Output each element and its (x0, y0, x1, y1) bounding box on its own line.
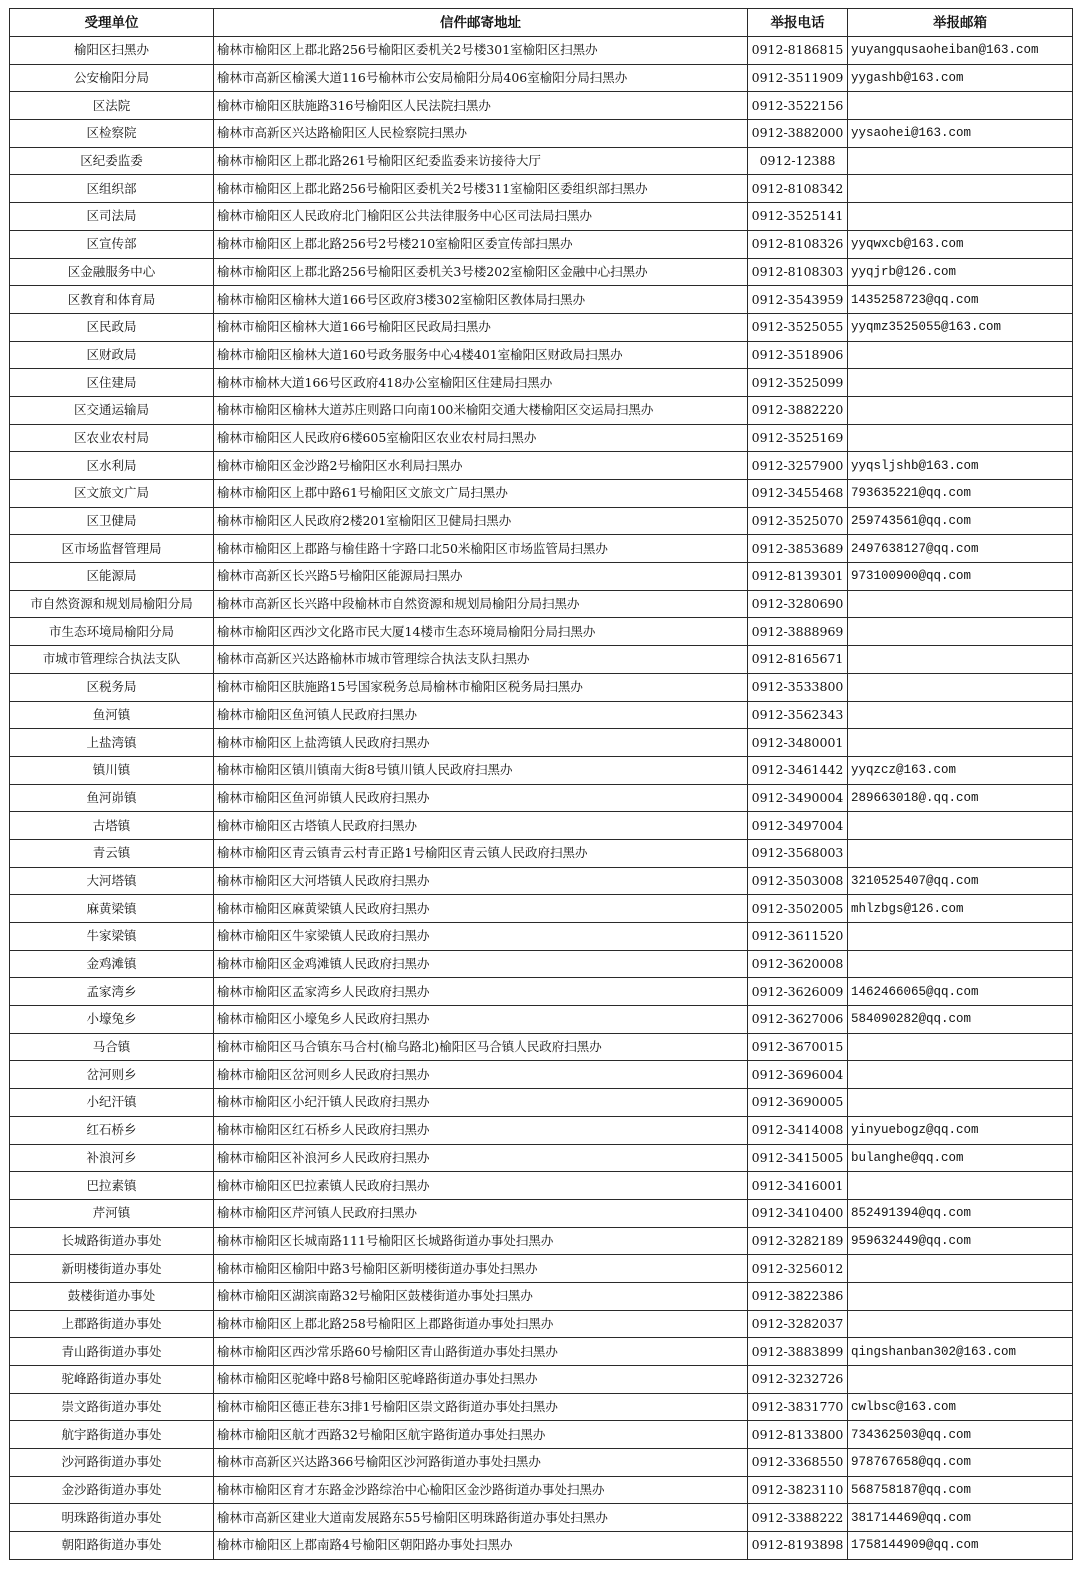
cell-unit: 鱼河峁镇 (10, 784, 214, 812)
cell-phone: 0912-8108303 (748, 258, 848, 286)
cell-phone: 0912-3627006 (748, 1006, 848, 1034)
cell-address: 榆林市榆阳区芹河镇人民政府扫黑办 (214, 1199, 748, 1227)
cell-phone: 0912-3503008 (748, 867, 848, 895)
cell-unit: 区组织部 (10, 175, 214, 203)
cell-address: 榆林市榆阳区上郡南路4号榆阳区朝阳路办事处扫黑办 (214, 1532, 748, 1560)
cell-phone: 0912-3670015 (748, 1033, 848, 1061)
cell-unit: 小壕兔乡 (10, 1006, 214, 1034)
cell-unit: 区文旅文广局 (10, 480, 214, 508)
cell-email: 259743561@qq.com (848, 507, 1073, 535)
cell-email: bulanghe@qq.com (848, 1144, 1073, 1172)
cell-phone: 0912-3497004 (748, 812, 848, 840)
cell-address: 榆林市榆阳区牛家梁镇人民政府扫黑办 (214, 923, 748, 951)
table-row (10, 1033, 1073, 1061)
cell-unit: 区卫健局 (10, 507, 214, 535)
cell-address: 榆林市榆阳区金鸡滩镇人民政府扫黑办 (214, 950, 748, 978)
cell-address: 榆林市榆阳区红石桥乡人民政府扫黑办 (214, 1116, 748, 1144)
cell-address: 榆林市高新区长兴路中段榆林市自然资源和规划局榆阳分局扫黑办 (214, 590, 748, 618)
cell-address: 榆林市榆阳区上郡北路256号榆阳区委机关2号楼301室榆阳区扫黑办 (214, 37, 748, 65)
cell-email: 973100900@qq.com (848, 563, 1073, 591)
cell-email: yyqjrb@126.com (848, 258, 1073, 286)
cell-unit: 马合镇 (10, 1033, 214, 1061)
cell-address: 榆林市榆阳区岔河则乡人民政府扫黑办 (214, 1061, 748, 1089)
table-row (10, 1504, 1073, 1532)
table-row (10, 1116, 1073, 1144)
cell-email: 852491394@qq.com (848, 1199, 1073, 1227)
cell-phone: 0912-3611520 (748, 923, 848, 951)
cell-email (848, 1282, 1073, 1310)
cell-phone: 0912-3543959 (748, 286, 848, 314)
cell-unit: 区住建局 (10, 369, 214, 397)
cell-phone: 0912-3256012 (748, 1255, 848, 1283)
table-row (10, 950, 1073, 978)
cell-phone: 0912-8186815 (748, 37, 848, 65)
table-row (10, 839, 1073, 867)
cell-phone: 0912-3883899 (748, 1338, 848, 1366)
cell-unit: 崇文路街道办事处 (10, 1393, 214, 1421)
cell-email: yyqmz3525055@163.com (848, 313, 1073, 341)
table-row (10, 1338, 1073, 1366)
table-row (10, 424, 1073, 452)
cell-phone: 0912-3232726 (748, 1366, 848, 1394)
cell-unit: 金鸡滩镇 (10, 950, 214, 978)
cell-address: 榆林市榆阳区榆林大道166号区政府3楼302室榆阳区教体局扫黑办 (214, 286, 748, 314)
table-row (10, 867, 1073, 895)
cell-unit: 麻黄梁镇 (10, 895, 214, 923)
cell-address: 榆林市榆阳区金沙路2号榆阳区水利局扫黑办 (214, 452, 748, 480)
cell-phone: 0912-3882000 (748, 120, 848, 148)
cell-phone: 0912-3525055 (748, 313, 848, 341)
cell-email: 1435258723@qq.com (848, 286, 1073, 314)
header-unit: 受理单位 (10, 9, 214, 37)
table-row (10, 701, 1073, 729)
cell-unit: 上郡路街道办事处 (10, 1310, 214, 1338)
cell-address: 榆林市榆阳区驼峰中路8号榆阳区驼峰路街道办事处扫黑办 (214, 1366, 748, 1394)
cell-email: yyqwxcb@163.com (848, 230, 1073, 258)
cell-email (848, 424, 1073, 452)
cell-address: 榆林市榆阳区肤施路316号榆阳区人民法院扫黑办 (214, 92, 748, 120)
cell-address: 榆林市榆阳区孟家湾乡人民政府扫黑办 (214, 978, 748, 1006)
cell-email (848, 1061, 1073, 1089)
cell-phone: 0912-8165671 (748, 646, 848, 674)
header-phone: 举报电话 (748, 9, 848, 37)
cell-phone: 0912-12388 (748, 147, 848, 175)
cell-address: 榆林市榆阳区麻黄梁镇人民政府扫黑办 (214, 895, 748, 923)
header-address: 信件邮寄地址 (214, 9, 748, 37)
table-row (10, 147, 1073, 175)
cell-email (848, 812, 1073, 840)
cell-email (848, 1366, 1073, 1394)
cell-address: 榆林市榆阳区大河塔镇人民政府扫黑办 (214, 867, 748, 895)
table-row (10, 756, 1073, 784)
header-row (10, 9, 1073, 37)
cell-email (848, 839, 1073, 867)
cell-address: 榆林市榆阳区镇川镇南大街8号镇川镇人民政府扫黑办 (214, 756, 748, 784)
cell-email: yuyangqusaoheiban@163.com (848, 37, 1073, 65)
cell-email: yyqzcz@163.com (848, 756, 1073, 784)
table-row (10, 1449, 1073, 1477)
cell-phone: 0912-3257900 (748, 452, 848, 480)
cell-phone: 0912-3696004 (748, 1061, 848, 1089)
cell-unit: 青山路街道办事处 (10, 1338, 214, 1366)
cell-address: 榆林市榆阳区鱼河镇人民政府扫黑办 (214, 701, 748, 729)
cell-address: 榆林市高新区兴达路榆林市城市管理综合执法支队扫黑办 (214, 646, 748, 674)
cell-unit: 小纪汗镇 (10, 1089, 214, 1117)
cell-email (848, 673, 1073, 701)
cell-unit: 芹河镇 (10, 1199, 214, 1227)
table-row (10, 673, 1073, 701)
cell-email (848, 1172, 1073, 1200)
cell-unit: 长城路街道办事处 (10, 1227, 214, 1255)
table-row (10, 1144, 1073, 1172)
cell-address: 榆林市榆阳区青云镇青云村青正路1号榆阳区青云镇人民政府扫黑办 (214, 839, 748, 867)
cell-phone: 0912-3831770 (748, 1393, 848, 1421)
cell-phone: 0912-3388222 (748, 1504, 848, 1532)
table-row (10, 923, 1073, 951)
table-row (10, 1172, 1073, 1200)
table-row (10, 895, 1073, 923)
cell-unit: 朝阳路街道办事处 (10, 1532, 214, 1560)
cell-unit: 青云镇 (10, 839, 214, 867)
table-row (10, 480, 1073, 508)
table-row (10, 1199, 1073, 1227)
table-row (10, 978, 1073, 1006)
cell-email (848, 92, 1073, 120)
cell-unit: 驼峰路街道办事处 (10, 1366, 214, 1394)
cell-address: 榆林市榆阳区湖滨南路32号榆阳区鼓楼街道办事处扫黑办 (214, 1282, 748, 1310)
cell-email (848, 646, 1073, 674)
cell-unit: 区金融服务中心 (10, 258, 214, 286)
cell-unit: 红石桥乡 (10, 1116, 214, 1144)
cell-email: yysaohei@163.com (848, 120, 1073, 148)
table-row (10, 1282, 1073, 1310)
cell-email: 568758187@qq.com (848, 1476, 1073, 1504)
cell-address: 榆林市高新区榆溪大道116号榆林市公安局榆阳分局406室榆阳分局扫黑办 (214, 64, 748, 92)
report-contact-table (9, 8, 1073, 1560)
cell-unit: 区法院 (10, 92, 214, 120)
cell-address: 榆林市榆阳区上盐湾镇人民政府扫黑办 (214, 729, 748, 757)
cell-phone: 0912-3502005 (748, 895, 848, 923)
cell-phone: 0912-3562343 (748, 701, 848, 729)
cell-email: mhlzbgs@126.com (848, 895, 1073, 923)
cell-address: 榆林市榆阳区巴拉素镇人民政府扫黑办 (214, 1172, 748, 1200)
cell-phone: 0912-3525099 (748, 369, 848, 397)
cell-address: 榆林市榆阳区上郡北路256号榆阳区委机关3号楼202室榆阳区金融中心扫黑办 (214, 258, 748, 286)
cell-unit: 明珠路街道办事处 (10, 1504, 214, 1532)
cell-address: 榆林市榆林大道166号区政府418办公室榆阳区住建局扫黑办 (214, 369, 748, 397)
table-row (10, 590, 1073, 618)
cell-unit: 新明楼街道办事处 (10, 1255, 214, 1283)
cell-email: cwlbsc@163.com (848, 1393, 1073, 1421)
table-row (10, 341, 1073, 369)
cell-email: 734362503@qq.com (848, 1421, 1073, 1449)
cell-address: 榆林市高新区建业大道南发展路东55号榆阳区明珠路街道办事处扫黑办 (214, 1504, 748, 1532)
cell-unit: 区能源局 (10, 563, 214, 591)
table-row (10, 1089, 1073, 1117)
cell-unit: 区纪委监委 (10, 147, 214, 175)
cell-email (848, 729, 1073, 757)
table-row (10, 1255, 1073, 1283)
cell-email: yyqsljshb@163.com (848, 452, 1073, 480)
cell-address: 榆林市榆阳区人民政府2楼201室榆阳区卫健局扫黑办 (214, 507, 748, 535)
cell-phone: 0912-3511909 (748, 64, 848, 92)
cell-phone: 0912-3522156 (748, 92, 848, 120)
cell-email (848, 618, 1073, 646)
table-row (10, 203, 1073, 231)
table-row (10, 452, 1073, 480)
cell-address: 榆林市榆阳区育才东路金沙路综治中心榆阳区金沙路街道办事处扫黑办 (214, 1476, 748, 1504)
cell-phone: 0912-8139301 (748, 563, 848, 591)
table-row (10, 784, 1073, 812)
cell-unit: 区水利局 (10, 452, 214, 480)
table-row (10, 369, 1073, 397)
table-row (10, 1532, 1073, 1560)
cell-unit: 区交通运输局 (10, 396, 214, 424)
cell-phone: 0912-3853689 (748, 535, 848, 563)
cell-email (848, 950, 1073, 978)
table-body (10, 37, 1073, 1560)
cell-phone: 0912-3888969 (748, 618, 848, 646)
cell-address: 榆林市榆阳区航才西路32号榆阳区航宇路街道办事处扫黑办 (214, 1421, 748, 1449)
table-row (10, 1476, 1073, 1504)
cell-unit: 区教育和体育局 (10, 286, 214, 314)
cell-email (848, 369, 1073, 397)
table-row (10, 618, 1073, 646)
cell-email: 1758144909@qq.com (848, 1532, 1073, 1560)
cell-unit: 区司法局 (10, 203, 214, 231)
cell-unit: 金沙路街道办事处 (10, 1476, 214, 1504)
table-row (10, 92, 1073, 120)
cell-phone: 0912-3455468 (748, 480, 848, 508)
table-row (10, 313, 1073, 341)
cell-unit: 市城市管理综合执法支队 (10, 646, 214, 674)
cell-phone: 0912-3280690 (748, 590, 848, 618)
table-row (10, 1227, 1073, 1255)
cell-phone: 0912-3416001 (748, 1172, 848, 1200)
cell-phone: 0912-3480001 (748, 729, 848, 757)
cell-email: 959632449@qq.com (848, 1227, 1073, 1255)
table-row (10, 120, 1073, 148)
cell-unit: 区税务局 (10, 673, 214, 701)
cell-email: yinyuebogz@qq.com (848, 1116, 1073, 1144)
cell-unit: 市生态环境局榆阳分局 (10, 618, 214, 646)
cell-email: 2497638127@qq.com (848, 535, 1073, 563)
cell-phone: 0912-3518906 (748, 341, 848, 369)
table-row (10, 507, 1073, 535)
cell-phone: 0912-3410400 (748, 1199, 848, 1227)
cell-phone: 0912-3414008 (748, 1116, 848, 1144)
table-row (10, 1061, 1073, 1089)
cell-address: 榆林市榆阳区肤施路15号国家税务总局榆林市榆阳区税务局扫黑办 (214, 673, 748, 701)
table-row (10, 646, 1073, 674)
cell-unit: 岔河则乡 (10, 1061, 214, 1089)
cell-email: 3210525407@qq.com (848, 867, 1073, 895)
cell-phone: 0912-3525141 (748, 203, 848, 231)
cell-address: 榆林市榆阳区人民政府北门榆阳区公共法律服务中心区司法局扫黑办 (214, 203, 748, 231)
cell-phone: 0912-8108342 (748, 175, 848, 203)
cell-phone: 0912-3823110 (748, 1476, 848, 1504)
cell-email (848, 923, 1073, 951)
table-row (10, 37, 1073, 65)
cell-phone: 0912-8133800 (748, 1421, 848, 1449)
table-row (10, 535, 1073, 563)
cell-unit: 榆阳区扫黑办 (10, 37, 214, 65)
cell-phone: 0912-3525169 (748, 424, 848, 452)
cell-email: 381714469@qq.com (848, 1504, 1073, 1532)
cell-address: 榆林市榆阳区长城南路111号榆阳区长城路街道办事处扫黑办 (214, 1227, 748, 1255)
cell-address: 榆林市榆阳区西沙常乐路60号榆阳区青山路街道办事处扫黑办 (214, 1338, 748, 1366)
header-email: 举报邮箱 (848, 9, 1073, 37)
cell-address: 榆林市榆阳区榆林大道苏庄则路口向南100米榆阳交通大楼榆阳区交运局扫黑办 (214, 396, 748, 424)
cell-email (848, 1033, 1073, 1061)
cell-address: 榆林市榆阳区上郡北路258号榆阳区上郡路街道办事处扫黑办 (214, 1310, 748, 1338)
cell-email (848, 1089, 1073, 1117)
table-row (10, 230, 1073, 258)
cell-email (848, 1310, 1073, 1338)
cell-phone: 0912-3620008 (748, 950, 848, 978)
cell-address: 榆林市榆阳区人民政府6楼605室榆阳区农业农村局扫黑办 (214, 424, 748, 452)
cell-unit: 镇川镇 (10, 756, 214, 784)
cell-unit: 航宇路街道办事处 (10, 1421, 214, 1449)
cell-unit: 补浪河乡 (10, 1144, 214, 1172)
cell-address: 榆林市榆阳区古塔镇人民政府扫黑办 (214, 812, 748, 840)
cell-unit: 牛家梁镇 (10, 923, 214, 951)
cell-phone: 0912-3822386 (748, 1282, 848, 1310)
table-row (10, 1366, 1073, 1394)
cell-phone: 0912-3568003 (748, 839, 848, 867)
cell-unit: 区农业农村局 (10, 424, 214, 452)
cell-email (848, 590, 1073, 618)
cell-email (848, 396, 1073, 424)
cell-email (848, 203, 1073, 231)
table-row (10, 1006, 1073, 1034)
cell-phone: 0912-3882220 (748, 396, 848, 424)
cell-email: 584090282@qq.com (848, 1006, 1073, 1034)
cell-unit: 上盐湾镇 (10, 729, 214, 757)
cell-address: 榆林市榆阳区上郡北路256号榆阳区委机关2号楼311室榆阳区委组织部扫黑办 (214, 175, 748, 203)
table-row (10, 563, 1073, 591)
cell-phone: 0912-3626009 (748, 978, 848, 1006)
cell-phone: 0912-3490004 (748, 784, 848, 812)
cell-address: 榆林市榆阳区小壕兔乡人民政府扫黑办 (214, 1006, 748, 1034)
cell-unit: 区市场监督管理局 (10, 535, 214, 563)
cell-phone: 0912-8193898 (748, 1532, 848, 1560)
cell-address: 榆林市榆阳区上郡北路256号2号楼210室榆阳区委宣传部扫黑办 (214, 230, 748, 258)
cell-email: 793635221@qq.com (848, 480, 1073, 508)
cell-unit: 公安榆阳分局 (10, 64, 214, 92)
cell-email: 1462466065@qq.com (848, 978, 1073, 1006)
cell-address: 榆林市榆阳区西沙文化路市民大厦14楼市生态环境局榆阳分局扫黑办 (214, 618, 748, 646)
cell-unit: 区宣传部 (10, 230, 214, 258)
cell-phone: 0912-3533800 (748, 673, 848, 701)
cell-address: 榆林市榆阳区上郡北路261号榆阳区纪委监委来访接待大厅 (214, 147, 748, 175)
cell-address: 榆林市榆阳区小纪汗镇人民政府扫黑办 (214, 1089, 748, 1117)
cell-address: 榆林市榆阳区鱼河峁镇人民政府扫黑办 (214, 784, 748, 812)
cell-address: 榆林市高新区兴达路366号榆阳区沙河路街道办事处扫黑办 (214, 1449, 748, 1477)
cell-address: 榆林市榆阳区补浪河乡人民政府扫黑办 (214, 1144, 748, 1172)
table-row (10, 1421, 1073, 1449)
cell-unit: 区检察院 (10, 120, 214, 148)
cell-email (848, 175, 1073, 203)
cell-unit: 大河塔镇 (10, 867, 214, 895)
cell-address: 榆林市榆阳区马合镇东马合村(榆乌路北)榆阳区马合镇人民政府扫黑办 (214, 1033, 748, 1061)
cell-address: 榆林市榆阳区榆阳中路3号榆阳区新明楼街道办事处扫黑办 (214, 1255, 748, 1283)
cell-unit: 古塔镇 (10, 812, 214, 840)
cell-phone: 0912-3368550 (748, 1449, 848, 1477)
cell-phone: 0912-3282037 (748, 1310, 848, 1338)
table-row (10, 1393, 1073, 1421)
table-row (10, 812, 1073, 840)
cell-address: 榆林市榆阳区上郡路与榆佳路十字路口北50米榆阳区市场监管局扫黑办 (214, 535, 748, 563)
cell-email: qingshanban302@163.com (848, 1338, 1073, 1366)
cell-phone: 0912-3525070 (748, 507, 848, 535)
cell-address: 榆林市高新区兴达路榆阳区人民检察院扫黑办 (214, 120, 748, 148)
cell-phone: 0912-3282189 (748, 1227, 848, 1255)
table-row (10, 1310, 1073, 1338)
cell-unit: 区财政局 (10, 341, 214, 369)
cell-unit: 鱼河镇 (10, 701, 214, 729)
cell-email: 978767658@qq.com (848, 1449, 1073, 1477)
cell-email (848, 701, 1073, 729)
cell-phone: 0912-3415005 (748, 1144, 848, 1172)
table-row (10, 396, 1073, 424)
cell-email (848, 1255, 1073, 1283)
cell-email: 289663018@.qq.com (848, 784, 1073, 812)
cell-address: 榆林市高新区长兴路5号榆阳区能源局扫黑办 (214, 563, 748, 591)
cell-unit: 市自然资源和规划局榆阳分局 (10, 590, 214, 618)
table-row (10, 729, 1073, 757)
cell-unit: 区民政局 (10, 313, 214, 341)
cell-email (848, 341, 1073, 369)
cell-unit: 巴拉素镇 (10, 1172, 214, 1200)
cell-email (848, 147, 1073, 175)
table-row (10, 64, 1073, 92)
cell-address: 榆林市榆阳区德正巷东3排1号榆阳区崇文路街道办事处扫黑办 (214, 1393, 748, 1421)
cell-phone: 0912-8108326 (748, 230, 848, 258)
cell-unit: 孟家湾乡 (10, 978, 214, 1006)
cell-address: 榆林市榆阳区榆林大道166号榆阳区民政局扫黑办 (214, 313, 748, 341)
table-row (10, 175, 1073, 203)
cell-phone: 0912-3461442 (748, 756, 848, 784)
table-row (10, 258, 1073, 286)
cell-unit: 沙河路街道办事处 (10, 1449, 214, 1477)
table-row (10, 286, 1073, 314)
cell-email: yygashb@163.com (848, 64, 1073, 92)
cell-address: 榆林市榆阳区上郡中路61号榆阳区文旅文广局扫黑办 (214, 480, 748, 508)
cell-address: 榆林市榆阳区榆林大道160号政务服务中心4楼401室榆阳区财政局扫黑办 (214, 341, 748, 369)
cell-unit: 鼓楼街道办事处 (10, 1282, 214, 1310)
cell-phone: 0912-3690005 (748, 1089, 848, 1117)
